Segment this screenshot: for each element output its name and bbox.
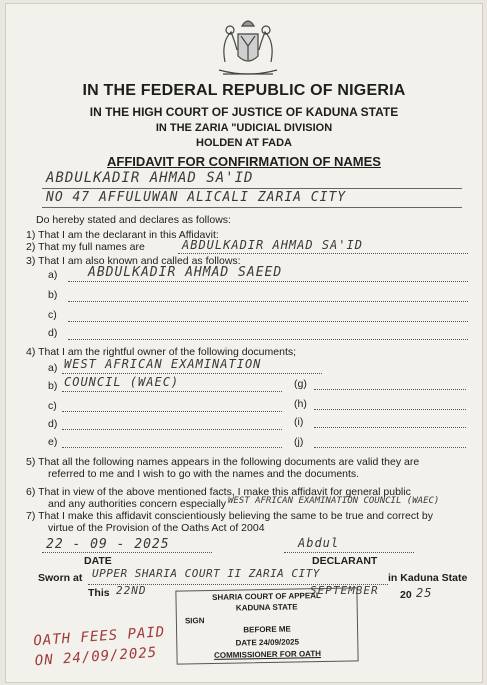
doc-line-i — [314, 427, 466, 428]
doc-line-d — [62, 429, 282, 430]
division-heading: IN THE ZARIA "UDICIAL DIVISION — [155, 122, 333, 134]
handwritten-this-day: 22ND — [116, 584, 147, 597]
doc-label-a: a) — [48, 362, 58, 374]
affidavit-page — [6, 4, 482, 682]
paragraph-7-line-2: virtue of the Provision of the Oaths Act of 2004 — [48, 522, 265, 534]
alias-line-c — [68, 321, 468, 322]
doc-label-j: (j) — [294, 436, 304, 448]
commissioner-stamp — [175, 587, 358, 664]
this-label: This — [88, 587, 110, 599]
full-name-line — [178, 253, 468, 254]
document-title: AFFIDAVIT FOR CONFIRMATION OF NAMES — [107, 154, 381, 169]
date-line — [42, 552, 212, 553]
doc-line-g — [314, 389, 466, 390]
doc-line-j — [314, 447, 466, 448]
name-line — [42, 188, 462, 189]
paragraph-6-line-2: and any authorities concern especially — [48, 498, 227, 510]
holden-heading: HOLDEN AT FADA — [196, 137, 292, 149]
paragraph-4: 4) That I am the rightful owner of the following documents; — [26, 346, 297, 358]
handwritten-especially: WEST AFRICAN EXAMINATION COUNCIL (WAEC) — [228, 496, 440, 506]
handwritten-full-name: ABDULKADIR AHMAD SA'ID — [182, 238, 363, 252]
doc-line-h — [314, 409, 466, 410]
doc-line-c — [62, 411, 282, 412]
alias-label-b: b) — [48, 289, 58, 301]
court-heading: IN THE HIGH COURT OF JUSTICE OF KADUNA STATE — [89, 105, 399, 119]
stamp-line-2: KADUNA STATE — [235, 602, 298, 613]
declarant-label: DECLARANT — [312, 555, 378, 567]
doc-label-g: (g) — [294, 378, 307, 390]
stamp-line-1: SHARIA COURT OF APPEAL — [212, 591, 321, 602]
signature-line — [284, 552, 414, 553]
doc-label-e: e) — [48, 436, 58, 448]
sworn-at-label: Sworn at — [38, 572, 83, 584]
in-state-label: in Kaduna State — [388, 572, 468, 584]
address-line — [42, 207, 462, 208]
doc-label-h: (h) — [294, 398, 307, 410]
paragraph-5-line-2: referred to me and I wish to go with the names and the documents. — [48, 468, 360, 480]
doc-line-e — [62, 447, 282, 448]
handwritten-name: ABDULKADIR AHMAD SA'ID — [46, 170, 254, 186]
paragraph-6-line-1: 6) That in view of the above mentioned facts, I make this affidavit for general public — [26, 486, 411, 498]
stamp-line-3: SIGN — [184, 616, 205, 626]
coat-of-arms-icon — [211, 12, 285, 82]
doc-label-c: c) — [48, 400, 57, 412]
handwritten-oath-note: OATH FEES PAID ON 24/09/2025 — [32, 624, 166, 670]
paragraph-1: 1) That I am the declarant in this Affidavit: — [26, 229, 219, 241]
doc-label-i: (i) — [294, 416, 304, 428]
stamp-line-6: COMMISSIONER FOR OATH — [213, 649, 322, 660]
alias-label-a: a) — [48, 269, 58, 281]
handwritten-year-suffix: 25 — [416, 586, 433, 600]
alias-line-b — [68, 301, 468, 302]
alias-label-d: d) — [48, 327, 58, 339]
year-prefix: 20 — [400, 589, 412, 601]
alias-line-d — [68, 339, 468, 340]
paragraph-3: 3) That I am also known and called as follows: — [26, 255, 241, 267]
handwritten-alias-a: ABDULKADIR AHMAD SAEED — [88, 265, 283, 280]
doc-label-d: d) — [48, 418, 58, 430]
handwritten-signature: Abdul — [298, 536, 340, 550]
handwritten-address: NO 47 AFFULUWAN ALICALI ZARIA CITY — [46, 190, 347, 205]
paragraph-2: 2) That my full names are — [26, 241, 145, 253]
stamp-line-5: DATE 24/09/2025 — [235, 637, 300, 648]
alias-label-c: c) — [48, 309, 57, 321]
intro-text: Do hereby stated and declares as follows: — [36, 214, 231, 226]
paragraph-5-line-1: 5) That all the following names appears in the following documents are valid they are — [26, 456, 420, 468]
doc-line-a — [62, 373, 322, 374]
paragraph-7-line-1: 7) That I make this affidavit conscientiously believing the same to be true and correct by — [26, 510, 433, 522]
date-label: DATE — [84, 555, 112, 567]
doc-label-b: b) — [48, 380, 58, 392]
handwritten-date: 22 - 09 - 2025 — [46, 537, 170, 552]
handwritten-sworn-place: UPPER SHARIA COURT II ZARIA CITY — [92, 567, 320, 580]
handwritten-doc-a: WEST AFRICAN EXAMINATION — [64, 357, 262, 371]
stamp-line-4: BEFORE ME — [243, 624, 291, 635]
doc-line-b — [62, 391, 282, 392]
country-heading: IN THE FEDERAL REPUBLIC OF NIGERIA — [82, 82, 406, 99]
handwritten-month: SEPTEMBER — [310, 584, 379, 597]
handwritten-doc-b: COUNCIL (WAEC) — [64, 375, 180, 389]
alias-line-a — [68, 281, 468, 282]
